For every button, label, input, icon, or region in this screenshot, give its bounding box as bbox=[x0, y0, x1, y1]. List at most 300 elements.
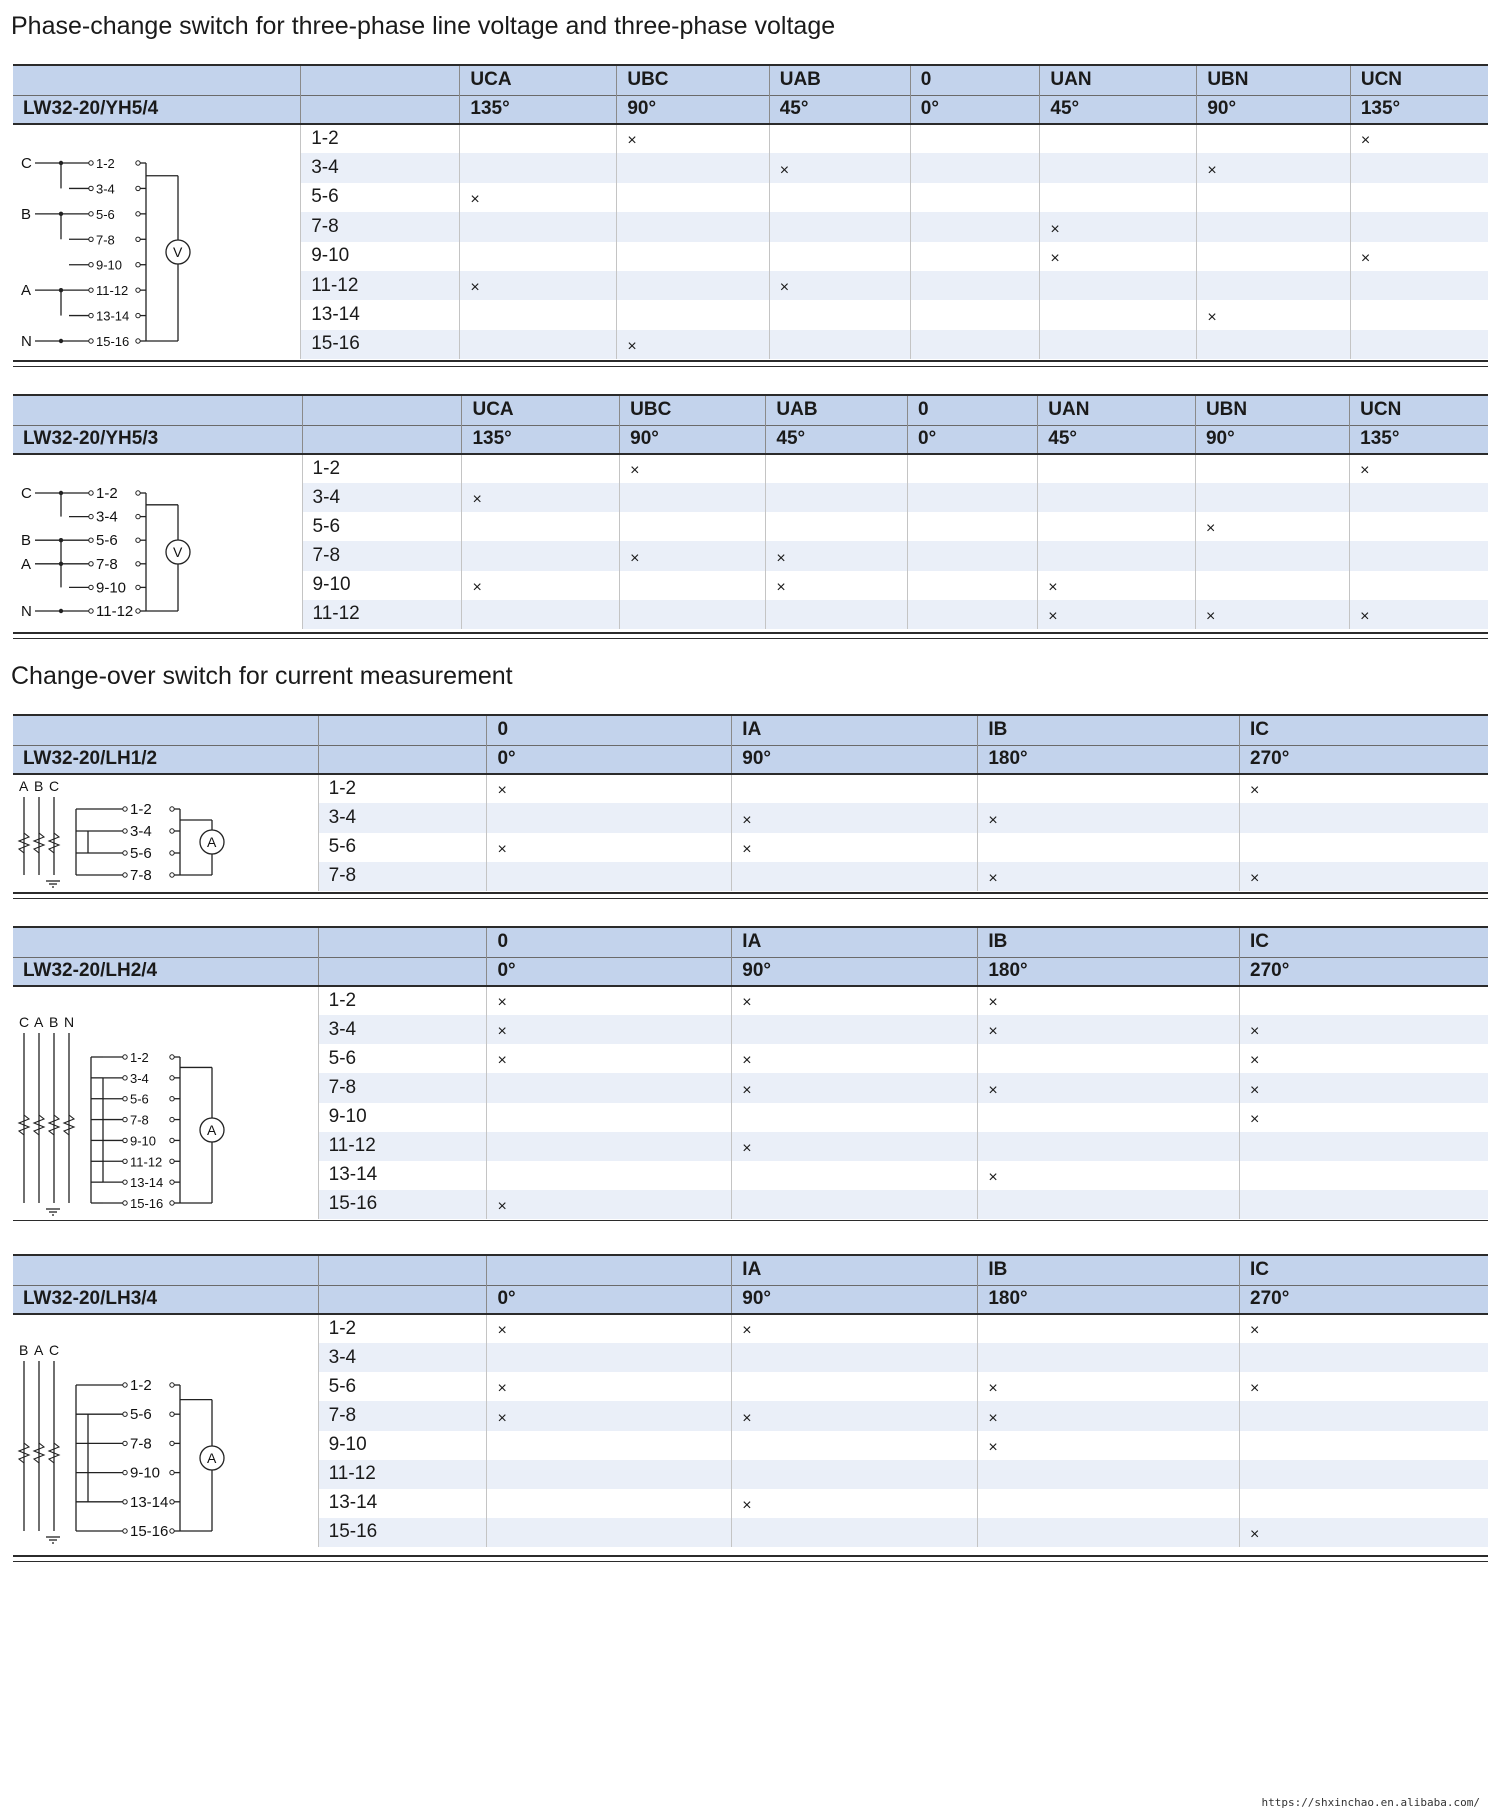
contact-mark: × bbox=[487, 1314, 732, 1343]
position-header: IC bbox=[1240, 1255, 1488, 1285]
contact-mark bbox=[460, 330, 617, 359]
contact-mark: × bbox=[620, 541, 766, 570]
footer-url: https://shxinchao.en.alibaba.com/ bbox=[1261, 1796, 1480, 1809]
angle-header: 90° bbox=[732, 1285, 978, 1314]
contact-mark bbox=[1040, 300, 1197, 329]
terminal-dot bbox=[136, 237, 140, 241]
terminal-dot bbox=[136, 288, 140, 292]
terminal-dot bbox=[170, 1412, 174, 1416]
phase-label: N bbox=[21, 333, 32, 350]
terminal-label: 15-16 bbox=[96, 334, 130, 349]
terminal-label: 13-14 bbox=[96, 308, 130, 324]
contact-label: 13-14 bbox=[318, 1161, 487, 1190]
contact-label: 13-14 bbox=[301, 300, 460, 329]
phase-label: A bbox=[19, 778, 29, 794]
phase-label: C bbox=[49, 1342, 60, 1358]
contact-mark bbox=[1038, 454, 1196, 483]
contact-label: 7-8 bbox=[318, 1073, 487, 1102]
contact-mark bbox=[620, 600, 766, 629]
terminal-label: 13-14 bbox=[130, 1175, 164, 1191]
contact-mark: × bbox=[1038, 571, 1196, 600]
terminal-dot bbox=[170, 1117, 174, 1121]
contact-label: 5-6 bbox=[301, 183, 460, 212]
terminal-label: 5-6 bbox=[130, 845, 152, 862]
terminal-dot bbox=[136, 609, 140, 613]
position-header: IA bbox=[732, 1255, 978, 1285]
header-row-angles bbox=[13, 1285, 1488, 1314]
contact-mark: × bbox=[460, 271, 617, 300]
terminal-dot bbox=[123, 1055, 127, 1059]
contact-mark bbox=[1040, 271, 1197, 300]
contact-mark: × bbox=[978, 1161, 1240, 1190]
contact-label: 1-2 bbox=[302, 454, 462, 483]
terminal-dot bbox=[89, 609, 93, 613]
position-header: UBN bbox=[1197, 65, 1351, 95]
terminal-label: 7-8 bbox=[130, 1435, 152, 1453]
angle-header: 270° bbox=[1240, 745, 1488, 774]
terminal-dot bbox=[170, 1441, 174, 1445]
header-blank bbox=[318, 715, 487, 745]
terminal-label: 3-4 bbox=[96, 508, 118, 526]
header-row-angles bbox=[13, 745, 1488, 774]
contact-mark: × bbox=[487, 1190, 732, 1219]
contact-mark bbox=[1195, 571, 1349, 600]
contact-label: 3-4 bbox=[301, 153, 460, 182]
terminal-dot bbox=[136, 562, 140, 566]
contact-mark bbox=[1240, 1489, 1488, 1518]
contact-mark: × bbox=[1195, 512, 1349, 541]
contact-mark bbox=[766, 512, 908, 541]
contact-mark bbox=[487, 1103, 732, 1132]
contact-mark bbox=[487, 1431, 732, 1460]
contact-mark: × bbox=[732, 1073, 978, 1102]
terminal-label: 1-2 bbox=[130, 1050, 149, 1065]
angle-header: 0° bbox=[910, 95, 1040, 124]
terminal-dot bbox=[123, 1412, 127, 1416]
contact-mark bbox=[910, 242, 1040, 271]
terminal-label: 1-2 bbox=[130, 801, 152, 818]
angle-header: 45° bbox=[766, 425, 908, 454]
angle-header: 180° bbox=[978, 745, 1240, 774]
contact-mark: × bbox=[1360, 462, 1370, 480]
contact-mark bbox=[1350, 330, 1488, 359]
angle-header: 135° bbox=[1350, 425, 1488, 454]
terminal-dot bbox=[136, 491, 140, 495]
contact-mark bbox=[487, 1132, 732, 1161]
contact-label: 1-2 bbox=[318, 774, 487, 803]
angle-header: 180° bbox=[978, 1285, 1240, 1314]
wiring-diagram bbox=[13, 987, 266, 1219]
angle-header: 0° bbox=[487, 745, 732, 774]
contact-mark bbox=[1240, 1161, 1488, 1190]
angle-header: 135° bbox=[460, 95, 617, 124]
phase-label: B bbox=[21, 532, 32, 550]
contact-mark bbox=[1240, 833, 1488, 862]
terminal-dot bbox=[89, 186, 93, 190]
header-row-positions bbox=[13, 1255, 1488, 1285]
terminal-dot bbox=[136, 313, 140, 317]
contact-mark bbox=[487, 803, 732, 832]
contact-mark: × bbox=[1040, 242, 1197, 271]
contact-mark bbox=[910, 212, 1040, 241]
wiring-diagram-cell bbox=[13, 454, 302, 629]
contact-mark: × bbox=[487, 1044, 732, 1073]
contact-mark bbox=[978, 1314, 1240, 1343]
angle-header: 90° bbox=[1197, 95, 1351, 124]
contact-label: 7-8 bbox=[302, 541, 462, 570]
contact-mark: × bbox=[1240, 1073, 1488, 1102]
angle-header: 180° bbox=[978, 957, 1240, 986]
contact-mark bbox=[617, 271, 769, 300]
header-blank bbox=[301, 95, 460, 124]
contact-mark bbox=[910, 153, 1040, 182]
contact-mark: × bbox=[1250, 1052, 1260, 1070]
header-row-angles bbox=[13, 425, 1488, 454]
contact-mark bbox=[487, 1460, 732, 1489]
terminal-dot bbox=[123, 1470, 127, 1474]
terminal-dot bbox=[170, 1138, 174, 1142]
angle-header: 0° bbox=[487, 1285, 732, 1314]
position-header: UCN bbox=[1350, 65, 1488, 95]
contact-mark bbox=[617, 300, 769, 329]
table-rule bbox=[13, 632, 1488, 639]
terminal-dot bbox=[89, 339, 93, 343]
terminal-label: 13-14 bbox=[130, 1493, 169, 1511]
contact-label: 5-6 bbox=[318, 1044, 487, 1073]
contact-mark bbox=[978, 1460, 1240, 1489]
contact-mark: × bbox=[462, 571, 620, 600]
contact-mark: × bbox=[1350, 600, 1488, 629]
contact-mark: × bbox=[1197, 300, 1351, 329]
angle-header: 135° bbox=[462, 425, 620, 454]
terminal-label: 7-8 bbox=[96, 232, 115, 248]
phase-label: B bbox=[21, 205, 32, 223]
contact-mark bbox=[732, 1460, 978, 1489]
contact-mark bbox=[769, 124, 910, 153]
contact-mark bbox=[910, 300, 1040, 329]
contact-label: 5-6 bbox=[318, 833, 487, 862]
terminal-dot bbox=[123, 851, 127, 855]
contact-mark bbox=[1240, 1132, 1488, 1161]
header-blank bbox=[318, 745, 487, 774]
contact-mark bbox=[1197, 330, 1351, 359]
wiring-diagram-cell bbox=[13, 774, 318, 891]
terminal-dot bbox=[170, 1055, 174, 1059]
contact-mark bbox=[1350, 271, 1488, 300]
contact-mark: × bbox=[769, 153, 910, 182]
contact-label: 15-16 bbox=[318, 1518, 487, 1547]
contact-mark: × bbox=[462, 483, 620, 512]
contact-mark bbox=[732, 1431, 978, 1460]
phase-label: C bbox=[21, 155, 32, 172]
contact-label: 5-6 bbox=[318, 1372, 487, 1401]
wiring-diagram bbox=[13, 455, 266, 629]
contact-label: 7-8 bbox=[301, 212, 460, 241]
contact-label: 15-16 bbox=[318, 1190, 487, 1219]
contact-mark bbox=[1195, 483, 1349, 512]
contact-mark: × bbox=[978, 1372, 1240, 1401]
section-title-current: Change-over switch for current measurement bbox=[11, 662, 513, 690]
contact-mark bbox=[908, 571, 1038, 600]
meter-symbol: V bbox=[173, 544, 183, 560]
terminal-dot bbox=[89, 263, 93, 267]
contact-mark bbox=[1350, 183, 1488, 212]
position-header: UBC bbox=[620, 395, 766, 425]
terminal-dot bbox=[123, 1117, 127, 1121]
terminal-dot bbox=[170, 873, 174, 877]
phase-label: C bbox=[21, 485, 32, 502]
contact-mark bbox=[769, 183, 910, 212]
terminal-dot bbox=[89, 491, 93, 495]
contact-label: 9-10 bbox=[318, 1103, 487, 1132]
terminal-dot bbox=[170, 851, 174, 855]
header-row-positions bbox=[13, 65, 1488, 95]
contact-row bbox=[13, 986, 1488, 1015]
contact-mark: × bbox=[1240, 1518, 1488, 1547]
table-rule bbox=[13, 360, 1488, 367]
contact-mark bbox=[1240, 1190, 1488, 1219]
contact-mark: × bbox=[766, 571, 908, 600]
terminal-dot bbox=[136, 538, 140, 542]
junction-dot bbox=[59, 339, 63, 343]
contact-mark bbox=[617, 212, 769, 241]
contact-mark: × bbox=[732, 986, 978, 1015]
header-blank bbox=[302, 425, 462, 454]
contact-label: 9-10 bbox=[301, 242, 460, 271]
contact-label: 1-2 bbox=[301, 124, 460, 153]
switch-table bbox=[13, 1254, 1488, 1547]
model-name: LW32-20/LH2/4 bbox=[13, 957, 318, 986]
contact-mark bbox=[908, 454, 1038, 483]
junction-dot bbox=[59, 609, 63, 613]
header-blank bbox=[318, 1285, 487, 1314]
terminal-dot bbox=[123, 1383, 127, 1387]
position-header: UAN bbox=[1040, 65, 1197, 95]
terminal-dot bbox=[136, 186, 140, 190]
contact-mark bbox=[769, 242, 910, 271]
contact-mark bbox=[617, 242, 769, 271]
switch-table bbox=[13, 64, 1488, 359]
wiring-diagram-cell bbox=[13, 986, 318, 1219]
contact-mark: × bbox=[1250, 1322, 1260, 1340]
phase-label: A bbox=[21, 282, 32, 300]
contact-mark: × bbox=[1250, 1380, 1260, 1398]
contact-mark bbox=[487, 862, 732, 891]
contact-mark bbox=[1350, 212, 1488, 241]
position-header: UAB bbox=[766, 395, 908, 425]
contact-mark bbox=[732, 1372, 978, 1401]
contact-mark bbox=[766, 600, 908, 629]
contact-label: 13-14 bbox=[318, 1489, 487, 1518]
contact-mark bbox=[732, 862, 978, 891]
phase-label: N bbox=[21, 603, 32, 620]
contact-label: 11-12 bbox=[302, 600, 462, 629]
terminal-label: 15-16 bbox=[130, 1196, 164, 1211]
terminal-dot bbox=[89, 538, 93, 542]
switch-table bbox=[13, 394, 1488, 629]
terminal-dot bbox=[123, 807, 127, 811]
contact-mark bbox=[1040, 124, 1197, 153]
terminal-label: 1-2 bbox=[96, 156, 115, 171]
contact-mark bbox=[1197, 183, 1351, 212]
header-blank bbox=[13, 65, 301, 95]
position-header: IC bbox=[1240, 927, 1488, 957]
position-header: UAB bbox=[769, 65, 910, 95]
contact-mark bbox=[1195, 454, 1349, 483]
contact-mark bbox=[910, 330, 1040, 359]
contact-mark bbox=[460, 124, 617, 153]
terminal-dot bbox=[136, 263, 140, 267]
position-header bbox=[487, 1255, 732, 1285]
terminal-label: 3-4 bbox=[130, 1070, 149, 1086]
terminal-dot bbox=[136, 212, 140, 216]
contact-mark bbox=[1240, 1431, 1488, 1460]
meter-symbol: A bbox=[207, 834, 217, 850]
terminal-label: 5-6 bbox=[130, 1091, 149, 1107]
meter-symbol: A bbox=[207, 1450, 217, 1466]
angle-header: 90° bbox=[732, 745, 978, 774]
phase-label: N bbox=[64, 1014, 75, 1030]
contact-mark: × bbox=[487, 1401, 732, 1430]
contact-mark bbox=[462, 600, 620, 629]
terminal-label: 5-6 bbox=[96, 532, 118, 550]
contact-mark bbox=[1350, 512, 1488, 541]
terminal-dot bbox=[123, 829, 127, 833]
contact-mark bbox=[1240, 803, 1488, 832]
terminal-label: 3-4 bbox=[130, 823, 152, 840]
contact-mark bbox=[1350, 483, 1488, 512]
angle-header: 45° bbox=[1038, 425, 1196, 454]
model-name: LW32-20/LH3/4 bbox=[13, 1285, 318, 1314]
terminal-dot bbox=[123, 873, 127, 877]
switch-table bbox=[13, 926, 1488, 1219]
contact-label: 11-12 bbox=[301, 271, 460, 300]
contact-mark: × bbox=[620, 454, 766, 483]
header-row-positions bbox=[13, 395, 1488, 425]
terminal-dot bbox=[170, 1529, 174, 1533]
contact-mark bbox=[1240, 1460, 1488, 1489]
contact-mark bbox=[1240, 1401, 1488, 1430]
terminal-dot bbox=[89, 313, 93, 317]
terminal-dot bbox=[136, 161, 140, 165]
contact-mark bbox=[769, 330, 910, 359]
header-row-positions bbox=[13, 715, 1488, 745]
table-rule bbox=[13, 1555, 1488, 1562]
terminal-label: 1-2 bbox=[96, 485, 118, 502]
contact-mark bbox=[1240, 986, 1488, 1015]
contact-mark: × bbox=[732, 1044, 978, 1073]
terminal-label: 7-8 bbox=[130, 1112, 149, 1128]
header-blank bbox=[318, 927, 487, 957]
contact-mark bbox=[487, 1343, 732, 1372]
contact-mark bbox=[487, 1073, 732, 1102]
terminal-dot bbox=[89, 212, 93, 216]
contact-mark: × bbox=[617, 330, 769, 359]
contact-row bbox=[13, 774, 1488, 803]
contact-mark bbox=[1197, 242, 1351, 271]
meter-symbol: A bbox=[207, 1122, 217, 1138]
contact-mark bbox=[766, 454, 908, 483]
header-row-angles bbox=[13, 95, 1488, 124]
angle-header: 270° bbox=[1240, 1285, 1488, 1314]
contact-mark bbox=[908, 541, 1038, 570]
contact-mark: × bbox=[460, 183, 617, 212]
position-header: UAN bbox=[1038, 395, 1196, 425]
terminal-dot bbox=[170, 1383, 174, 1387]
position-header: IB bbox=[978, 927, 1240, 957]
terminal-label: 3-4 bbox=[96, 181, 115, 197]
terminal-label: 9-10 bbox=[130, 1464, 161, 1482]
position-header: IA bbox=[732, 927, 978, 957]
terminal-dot bbox=[123, 1180, 127, 1184]
terminal-label: 7-8 bbox=[130, 867, 152, 884]
contact-mark: × bbox=[978, 1431, 1240, 1460]
contact-label: 11-12 bbox=[318, 1132, 487, 1161]
contact-mark: × bbox=[732, 1401, 978, 1430]
contact-label: 7-8 bbox=[318, 862, 487, 891]
contact-mark: × bbox=[487, 1015, 732, 1044]
terminal-dot bbox=[123, 1441, 127, 1445]
contact-mark bbox=[460, 212, 617, 241]
contact-mark: × bbox=[617, 124, 769, 153]
phase-label: B bbox=[49, 1014, 59, 1030]
terminal-label: 9-10 bbox=[130, 1133, 157, 1149]
header-blank bbox=[301, 65, 460, 95]
contact-mark: × bbox=[732, 1489, 978, 1518]
contact-mark bbox=[1350, 571, 1488, 600]
terminal-dot bbox=[123, 1138, 127, 1142]
phase-label: B bbox=[19, 1342, 29, 1358]
contact-mark bbox=[487, 1161, 732, 1190]
contact-mark: × bbox=[978, 986, 1240, 1015]
contact-mark: × bbox=[1250, 782, 1260, 800]
contact-mark bbox=[620, 483, 766, 512]
phase-label: A bbox=[34, 1342, 44, 1358]
contact-mark: × bbox=[978, 1401, 1240, 1430]
header-blank bbox=[13, 395, 302, 425]
contact-mark: × bbox=[978, 1073, 1240, 1102]
contact-mark bbox=[732, 1161, 978, 1190]
angle-header: 0° bbox=[487, 957, 732, 986]
angle-header: 90° bbox=[620, 425, 766, 454]
terminal-label: 5-6 bbox=[96, 206, 115, 222]
terminal-dot bbox=[123, 1076, 127, 1080]
terminal-dot bbox=[170, 1470, 174, 1474]
contact-mark: × bbox=[732, 1132, 978, 1161]
contact-row bbox=[13, 1314, 1488, 1343]
contact-mark bbox=[732, 1343, 978, 1372]
contact-mark: × bbox=[487, 986, 732, 1015]
terminal-dot bbox=[89, 237, 93, 241]
terminal-dot bbox=[136, 514, 140, 518]
contact-mark bbox=[1197, 271, 1351, 300]
terminal-label: 11-12 bbox=[96, 603, 134, 620]
position-header: UBN bbox=[1195, 395, 1349, 425]
terminal-dot bbox=[89, 288, 93, 292]
contact-mark bbox=[1197, 124, 1351, 153]
contact-mark bbox=[732, 1190, 978, 1219]
wiring-diagram bbox=[13, 775, 266, 891]
header-row-positions bbox=[13, 927, 1488, 957]
terminal-dot bbox=[89, 514, 93, 518]
contact-mark bbox=[1038, 483, 1196, 512]
contact-mark bbox=[1350, 300, 1488, 329]
contact-label: 9-10 bbox=[302, 571, 462, 600]
contact-mark bbox=[460, 242, 617, 271]
contact-mark bbox=[978, 1489, 1240, 1518]
contact-mark bbox=[978, 1132, 1240, 1161]
contact-mark bbox=[462, 512, 620, 541]
